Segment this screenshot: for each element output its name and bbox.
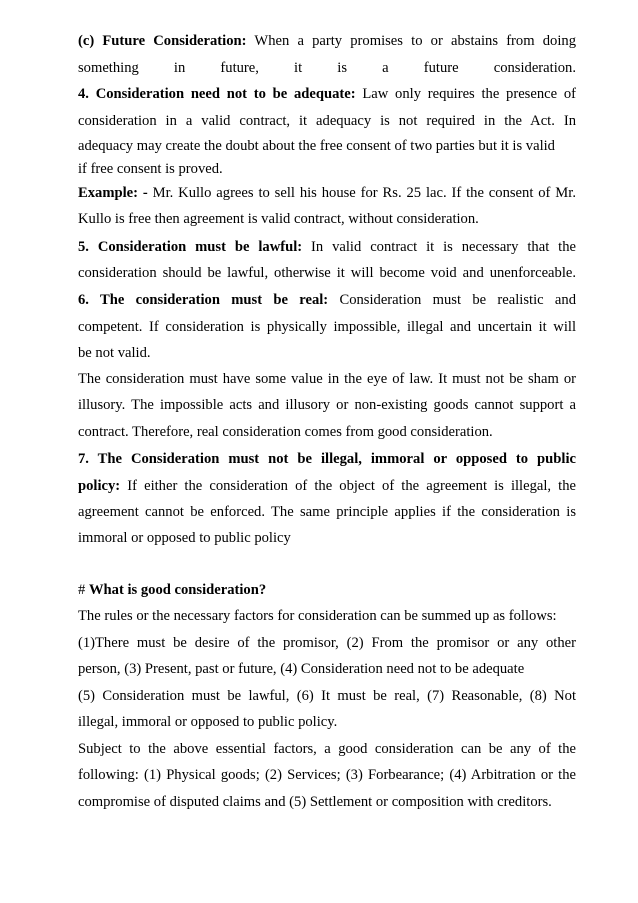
text-line: (c) Future Consideration: When a party promises to or abstains from doing [78,33,576,49]
text-line: compromise of disputed claims and (5) Settlement or composition with creditors. [78,794,552,810]
text-line: 6. The consideration must be real: Consideration must be realistic and [78,292,576,308]
text-line: illusory. The impossible acts and illusory or non-existing goods cannot support a [78,397,576,413]
text-line: Subject to the above essential factors, a good consideration can be any of the [78,741,576,757]
text-line: (1)There must be desire of the promisor, (2) From the promisor or any other [78,635,576,651]
text-line: if free consent is proved. [78,161,223,177]
text-line: illegal, immoral or opposed to public policy. [78,714,338,730]
text-line: something in future, it is a future consideration. [78,60,576,76]
text-line: 5. Consideration must be lawful: In valid contract it is necessary that the [78,239,576,255]
text-line: 7. The Consideration must not be illegal, immoral or opposed to public [78,451,576,467]
text-line: contract. Therefore, real consideration comes from good consideration. [78,424,493,440]
text-line: 4. Consideration need not to be adequate: Law only requires the presence of [78,86,576,102]
text-line: be not valid. [78,345,151,361]
text-line: consideration should be lawful, otherwise it will become void and unenforceable. [78,265,576,281]
text-line: The rules or the necessary factors for consideration can be summed up as follows: [78,608,557,624]
text-line: following: (1) Physical goods; (2) Services; (3) Forbearance; (4) Arbitration or the [78,767,576,783]
text-line: adequacy may create the doubt about the free consent of two parties but it is valid [78,138,555,154]
text-line: consideration in a valid contract, it adequacy is not required in the Act. In [78,113,576,129]
text-line: (5) Consideration must be lawful, (6) It must be real, (7) Reasonable, (8) Not [78,688,576,704]
text-line: Example: - Mr. Kullo agrees to sell his house for Rs. 25 lac. If the consent of Mr. [78,185,576,201]
text-line: The consideration must have some value in the eye of law. It must not be sham or [78,371,576,387]
text-line: person, (3) Present, past or future, (4) Consideration need not to be adequate [78,661,525,677]
section-heading: # What is good consideration? [78,582,267,598]
text-line: immoral or opposed to public policy [78,530,291,546]
text-line: policy: If either the consideration of the object of the agreement is illegal, the [78,478,576,494]
text-line: agreement cannot be enforced. The same principle applies if the consideration is [78,504,576,520]
text-line: Kullo is free then agreement is valid contract, without consideration. [78,211,479,227]
text-line: competent. If consideration is physically impossible, illegal and uncertain it will [78,319,576,335]
